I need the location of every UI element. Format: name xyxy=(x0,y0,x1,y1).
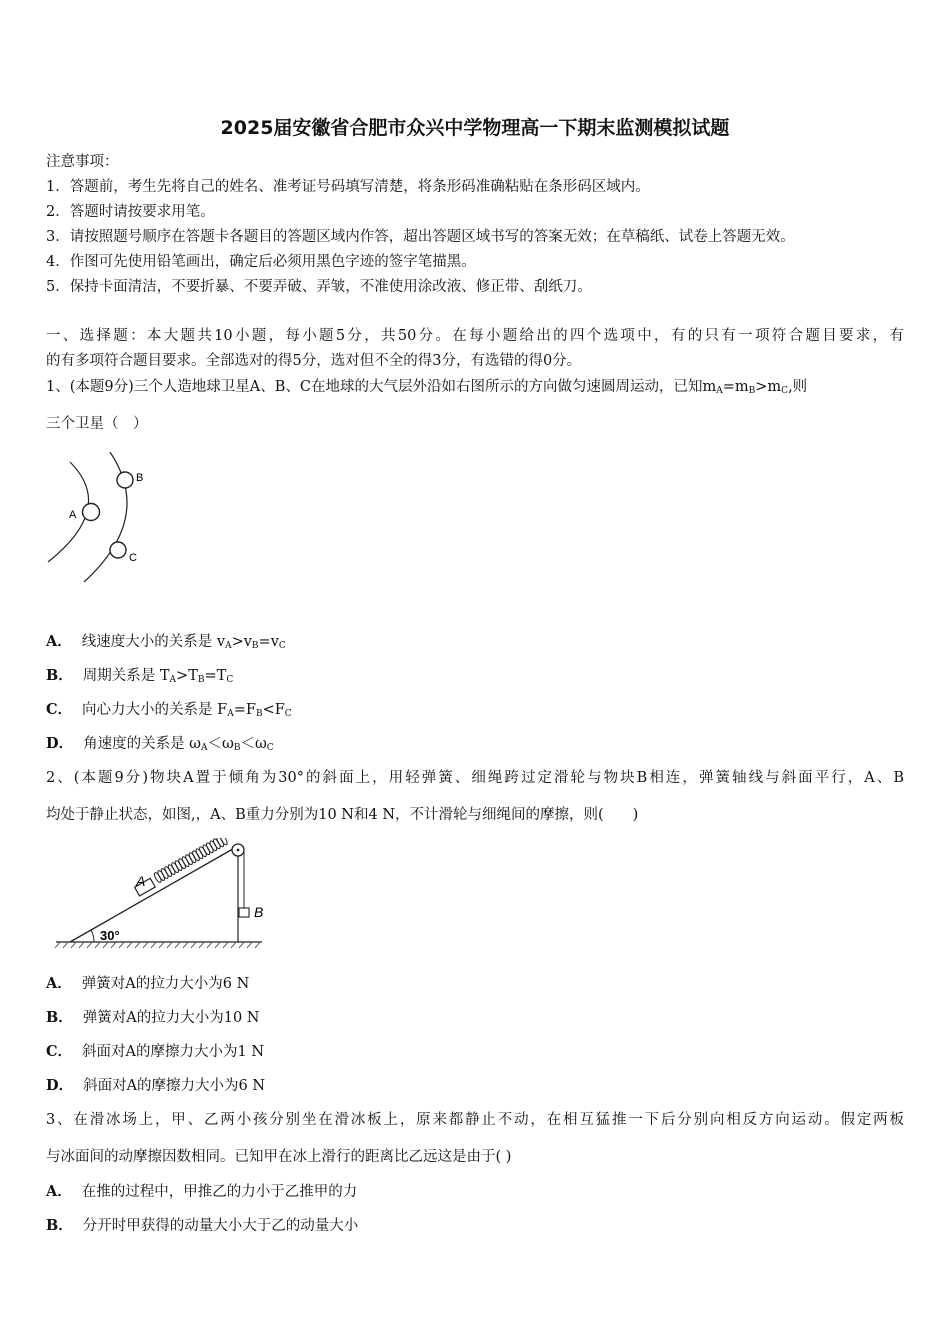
q1-option-d[interactable]: D． 角速度的关系是 $\omega_A<\omega_B<\omega_C$ xyxy=(46,735,274,753)
q2-option-c[interactable]: C． 斜面对A的摩擦力大小为1 N xyxy=(46,1043,265,1060)
satellite-b xyxy=(117,472,133,488)
page-title: 2025届安徽省合肥市众兴中学物理高一下期末监测模拟试题 xyxy=(220,117,730,139)
incline-surface xyxy=(70,846,238,942)
label-a: A xyxy=(69,509,77,521)
question-1-stem-line-2: 三个卫星（ ） xyxy=(46,416,148,432)
notice-item-4: 4．作图可先使用铅笔画出，确定后必须用黑色字迹的签字笔描黑。 xyxy=(46,254,476,270)
q3-option-a[interactable]: A． 在推的过程中，甲推乙的力小于乙推甲的力 xyxy=(46,1183,358,1200)
q1-option-b[interactable]: B． 周期关系是 $T_A>T_B=T_C$ xyxy=(46,667,234,685)
section-intro-line-2: 的有多项符合题目要求。全部选对的得5分，选对但不全的得3分，有选错的得0分。 xyxy=(46,353,582,369)
notice-item-3: 3．请按照题号顺序在答题卡各题目的答题区域内作答，超出答题区域书写的答案无效；在草稿纸、试卷上答题无效。 xyxy=(46,229,795,245)
satellite-orbit-figure xyxy=(40,448,170,588)
satellite-c xyxy=(110,542,126,558)
incline-pulley-figure xyxy=(50,838,265,956)
question-1-stem: 1、(本题9分)三个人造地球卫星A、B、C在地球的大气层外沿如右图所示的方向做匀速圆周运动，已知$m_A=m_B>m_C$,则 xyxy=(46,379,808,396)
q2-option-d[interactable]: D． 斜面对A的摩擦力大小为6 N xyxy=(46,1077,266,1094)
satellite-a xyxy=(83,504,100,521)
block-b xyxy=(239,908,249,917)
q1-option-a[interactable]: A． 线速度大小的关系是 $v_A>v_B=v_C$ xyxy=(46,633,286,651)
notice-item-5: 5．保持卡面清洁，不要折暴、不要弄破、弄皱，不准使用涂改液、修正带、刮纸刀。 xyxy=(46,279,592,295)
q2-option-b[interactable]: B． 弹簧对A的拉力大小为10 N xyxy=(46,1009,260,1026)
spring xyxy=(153,838,228,883)
ground-hatching xyxy=(55,942,260,948)
q2-option-a[interactable]: A． 弹簧对A的拉力大小为6 N xyxy=(46,975,250,992)
question-3-stem: 3、在滑冰场上，甲、乙两小孩分别坐在滑冰板上，原来都静止不动，在相互猛推一下后分别向相反方向运动。假定两板 xyxy=(46,1112,904,1128)
label-block-b: B xyxy=(254,904,264,920)
label-block-a: A xyxy=(136,873,146,889)
label-b: B xyxy=(136,472,144,484)
label-c: C xyxy=(129,552,137,564)
q3-option-b[interactable]: B． 分开时甲获得的动量大小大于乙的动量大小 xyxy=(46,1217,359,1234)
question-2-stem-line-2: 均处于静止状态，如图,，A、B重力分别为10 N和4 N，不计滑轮与细绳间的摩擦，则( ) xyxy=(46,807,639,823)
section-intro-line-1: 一、选择题：本大题共10小题，每小题5分，共50分。在每小题给出的四个选项中，有的只有一项符合题目要求，有 xyxy=(46,328,904,344)
notice-heading: 注意事项： xyxy=(46,154,119,170)
angle-label: 30° xyxy=(100,928,120,943)
notice-item-1: 1．答题前，考生先将自己的姓名、准考证号码填写清楚，将条形码准确粘贴在条形码区域内。 xyxy=(46,179,650,195)
angle-arc xyxy=(91,930,94,942)
question-3-stem-line-2: 与冰面间的动摩擦因数相同。已知甲在冰上滑行的距离比乙远这是由于( ) xyxy=(46,1149,512,1165)
question-2-stem: 2、(本题9分)物块A置于倾角为30°的斜面上，用轻弹簧、细绳跨过定滑轮与物块B相连，弹簧轴线与斜面平行，A、B xyxy=(46,770,904,786)
notice-item-2: 2．答题时请按要求用笔。 xyxy=(46,204,215,220)
q1-option-c[interactable]: C． 向心力大小的关系是 $F_A=F_B<F_C$ xyxy=(46,701,292,719)
